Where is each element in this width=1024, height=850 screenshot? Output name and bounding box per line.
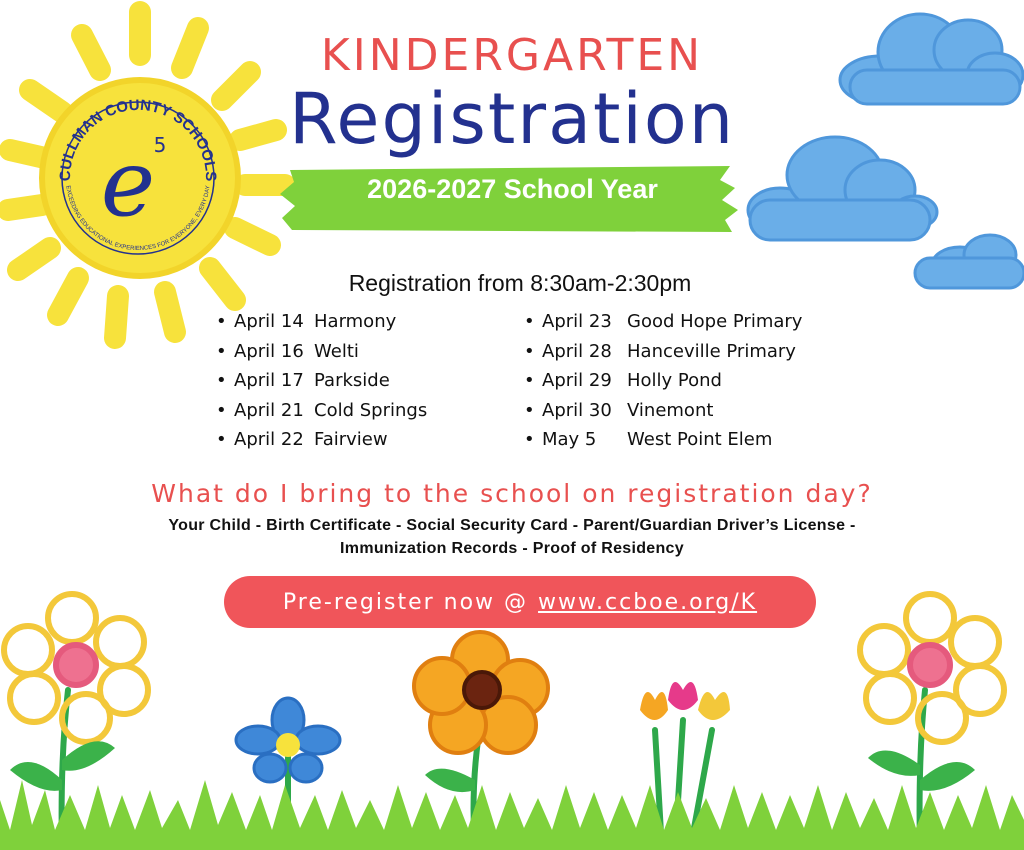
schedule-item: • April 30 Vinemont — [524, 396, 802, 426]
schedule-item: • May 5 West Point Elem — [524, 425, 802, 455]
schedule-school: Parkside — [314, 370, 390, 391]
schedule-school: Good Hope Primary — [627, 311, 803, 332]
schedule-school: Welti — [314, 340, 359, 362]
schedule-item: • April 17 Parkside — [216, 366, 427, 396]
logo-tagline: EXCEEDING EDUCATIONAL EXPERIENCES FOR EVERYONE, EVERY DAY — [64, 185, 212, 253]
schedule-item: • April 14 Harmony — [216, 307, 427, 337]
right-flower-icon — [860, 594, 1004, 742]
schedule-right-column — [524, 307, 802, 455]
schedule-school: Cold Springs — [314, 399, 428, 421]
schedule-school: West Point Elem — [627, 429, 773, 450]
grass-icon — [0, 780, 1024, 850]
schedule-date: May 5 — [542, 429, 597, 450]
bring-list-line-1: Your Child - Birth Certificate - Social Security Card - Parent/Guardian Driver’s License - — [168, 517, 856, 534]
schedule-school: Vinemont — [627, 399, 714, 421]
preregister-text: Pre-register now @ — [282, 589, 529, 615]
schedule-date: April 30 — [542, 399, 612, 421]
schedule-item: • April 22 Fairview — [216, 425, 427, 455]
schedule-item: • April 28 Hanceville Primary — [524, 337, 802, 367]
preregister-link[interactable]: www.ccboe.org/K — [538, 589, 758, 615]
schedule-date: April 21 — [234, 399, 304, 421]
bring-question: What do I bring to the school on registration day? — [151, 479, 873, 508]
logo-mark: e — [100, 130, 156, 237]
registration-hours: Registration from 8:30am-2:30pm — [348, 270, 692, 296]
schedule-item: • April 16 Welti — [216, 337, 427, 367]
schedule-date: April 28 — [542, 340, 612, 362]
schedule-left-column — [216, 307, 427, 455]
schedule-item: • April 23 Good Hope Primary — [524, 307, 802, 337]
schedule-school: Fairview — [314, 429, 388, 450]
schedule-date: April 17 — [234, 370, 304, 391]
tulips-icon — [640, 682, 730, 720]
logo-name: CULLMAN COUNTY SCHOOLS — [56, 96, 220, 182]
bring-list-line-2: Immunization Records - Proof of Residency — [340, 540, 684, 557]
left-flower-icon — [4, 594, 148, 742]
schedule-school: Holly Pond — [627, 370, 722, 391]
schedule-item: • April 29 Holly Pond — [524, 366, 802, 396]
schedule-date: April 22 — [234, 429, 304, 450]
title-registration: Registration — [288, 78, 736, 160]
schedule-school: Hanceville Primary — [627, 340, 796, 362]
school-year-banner: 2026-2027 School Year — [367, 174, 658, 204]
schedule-item: • April 21 Cold Springs — [216, 396, 427, 426]
orange-flower-icon — [414, 632, 548, 753]
logo-superscript: 5 — [153, 133, 167, 157]
flowers-illustration — [0, 580, 1024, 850]
title-kindergarten: KINDERGARTEN — [320, 30, 704, 81]
schedule-date: April 23 — [542, 311, 612, 332]
schedule-date: April 29 — [542, 370, 612, 391]
schedule-school: Harmony — [314, 311, 397, 332]
schedule-date: April 14 — [234, 311, 304, 332]
schedule-date: April 16 — [234, 340, 304, 362]
